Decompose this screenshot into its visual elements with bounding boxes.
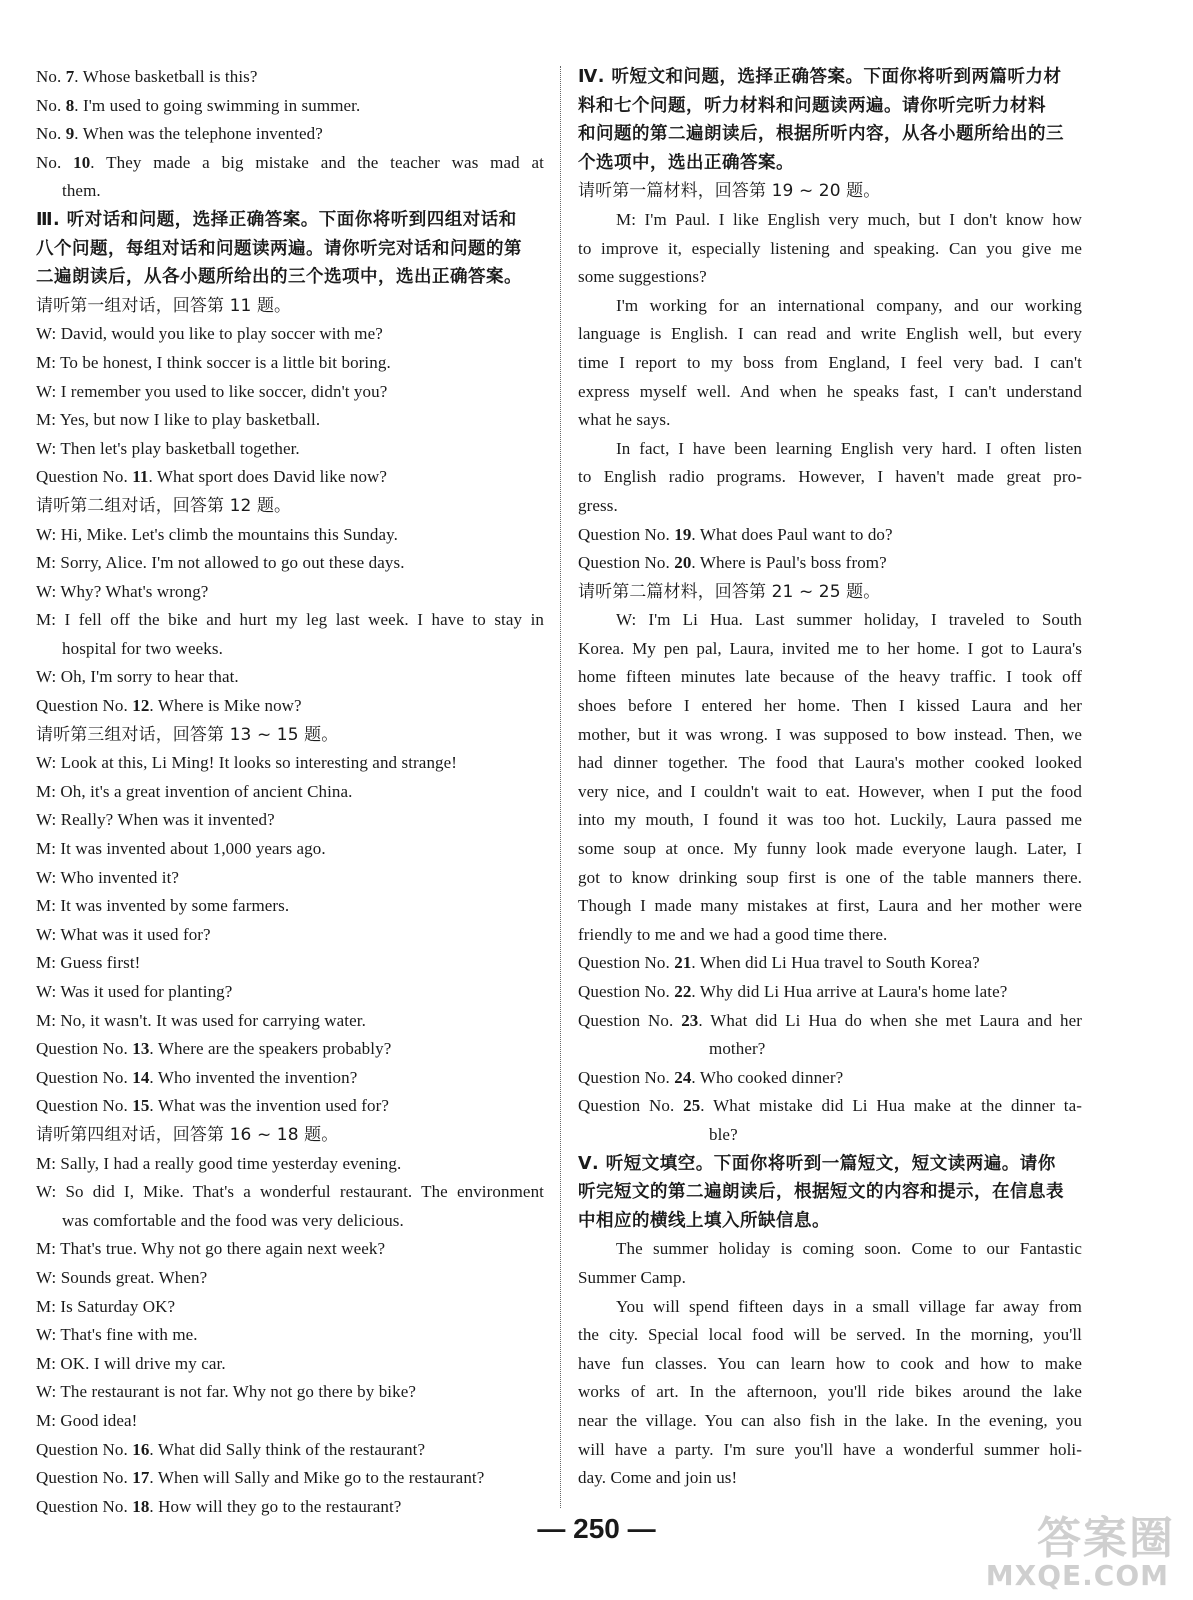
instruction-text: 八个问题，每组对话和问题读两遍。请你听完对话和问题的第 <box>36 238 522 259</box>
question-prefix: No. <box>36 124 66 144</box>
text-line <box>578 378 1082 407</box>
transcript-text: W: Hi, Mike. Let's climb the mountains this Sunday. <box>36 524 398 544</box>
transcript-text: M: Yes, but now I like to play basketball. <box>36 410 321 430</box>
transcript-text: Though I made many mistakes at first, Laura and her mother were <box>578 896 1082 916</box>
text-line <box>578 749 1082 778</box>
instruction-text: 请听第一组对话，回答第 11 题。 <box>36 295 292 316</box>
question-number: 16 <box>132 1439 150 1459</box>
transcript-text: W: I'm Li Hua. Last summer holiday, I traveled to South <box>616 610 1082 630</box>
transcript-text: M: I'm Paul. I like English very much, but I don't know how <box>616 209 1082 229</box>
text-line <box>578 606 1082 635</box>
transcript-text: M: It was invented about 1,000 years ago. <box>36 839 326 859</box>
text-line <box>36 1064 544 1093</box>
text-line <box>578 721 1082 750</box>
question-text: . What does Paul want to do? <box>691 524 893 544</box>
text-line <box>36 292 544 321</box>
instruction-text: Ⅳ. 听短文和问题，选择正确答案。下面你将听到两篇听力材 <box>578 67 1062 87</box>
question-text: . Who invented the invention? <box>149 1067 358 1087</box>
question-number: 19 <box>674 524 692 544</box>
text-line <box>578 435 1082 464</box>
question-text: . When was the telephone invented? <box>74 124 323 144</box>
text-line <box>578 292 1082 321</box>
question-text: . What did Sally think of the restaurant? <box>149 1439 426 1459</box>
transcript-text: W: Why? What's wrong? <box>36 581 209 601</box>
instruction-text: 个选项中，选出正确答案。 <box>578 152 794 173</box>
text-line <box>36 492 544 521</box>
text-line <box>36 778 544 807</box>
question-number: 15 <box>132 1096 150 1116</box>
text-line <box>578 1350 1082 1379</box>
transcript-text: hospital for two weeks. <box>62 638 223 658</box>
instruction-text: 请听第一篇材料，回答第 19 ~ 20 题。 <box>578 181 881 202</box>
transcript-text: M: Sorry, Alice. I'm not allowed to go out these days. <box>36 553 405 573</box>
text-line <box>36 1178 544 1207</box>
text-line <box>578 177 1082 206</box>
transcript-text: M: It was invented by some farmers. <box>36 896 290 916</box>
watermark-text-bottom: MXQE.COM <box>985 1559 1169 1592</box>
text-line <box>578 1178 1082 1207</box>
transcript-text: works of art. In the afternoon, you'll ride bikes around the lake <box>578 1382 1082 1402</box>
transcript-text: W: Who invented it? <box>36 867 180 887</box>
text-line <box>36 1092 544 1121</box>
text-line <box>36 149 544 178</box>
question-number: 8 <box>65 95 75 115</box>
text-line <box>36 406 544 435</box>
question-text: . What was the invention used for? <box>149 1096 390 1116</box>
question-number: 9 <box>65 124 75 144</box>
text-line <box>36 806 544 835</box>
transcript-text: M: I fell off the bike and hurt my leg last week. I have to stay in <box>36 610 544 630</box>
question-prefix: Question No. <box>36 1067 133 1087</box>
transcript-text: day. Come and join us! <box>578 1468 738 1488</box>
text-line <box>578 492 1082 521</box>
text-line <box>578 320 1082 349</box>
text-line <box>578 63 1082 92</box>
question-number: 25 <box>683 1096 701 1116</box>
left-column <box>36 63 544 1521</box>
transcript-text: In fact, I have been learning English very hard. I often listen <box>616 438 1082 458</box>
question-prefix: Question No. <box>36 1468 133 1488</box>
transcript-text: You will spend fifteen days in a small village far away from <box>616 1296 1082 1316</box>
question-prefix: Question No. <box>36 1039 133 1059</box>
text-line <box>36 892 544 921</box>
text-line <box>578 578 1082 607</box>
text-line <box>578 463 1082 492</box>
question-prefix: Question No. <box>578 953 675 973</box>
text-line <box>36 606 544 635</box>
text-line <box>36 1321 544 1350</box>
text-line <box>36 1436 544 1465</box>
text-line <box>578 692 1082 721</box>
instruction-text: 请听第二组对话，回答第 12 题。 <box>36 495 292 516</box>
text-line <box>578 263 1082 292</box>
question-number: 21 <box>674 953 692 973</box>
transcript-text: time I report to my boss from England, I feel very bad. I can't <box>578 352 1082 372</box>
question-number: 23 <box>681 1010 699 1030</box>
text-line <box>578 864 1082 893</box>
transcript-text: near the village. You can also fish in the lake. In the evening, you <box>578 1410 1082 1430</box>
transcript-text: friendly to me and we had a good time there. <box>578 924 888 944</box>
transcript-text: the city. Special local food will be served. In the morning, you'll <box>578 1325 1082 1345</box>
text-line <box>578 406 1082 435</box>
instruction-text: 请听第三组对话，回答第 13 ~ 15 题。 <box>36 724 339 745</box>
text-line <box>578 120 1082 149</box>
question-prefix: Question No. <box>578 1096 684 1116</box>
text-line <box>578 1121 1082 1150</box>
transcript-text: have fun classes. You can learn how to cook and how to make <box>578 1353 1082 1373</box>
transcript-text: gress. <box>578 495 618 515</box>
instruction-text: 二遍朗读后，从各小题所给出的三个选项中，选出正确答案。 <box>36 267 522 288</box>
transcript-text: some soup at once. My funny look made everyone laugh. Later, I <box>578 839 1082 859</box>
text-line <box>36 235 544 264</box>
watermark-logo <box>985 1502 1175 1592</box>
transcript-text: W: I remember you used to like soccer, didn't you? <box>36 381 388 401</box>
question-number: 20 <box>674 553 692 573</box>
watermark-text-top: 答案圈 <box>1037 1513 1175 1564</box>
transcript-text: got to know drinking soup first is one of the table manners there. <box>578 867 1082 887</box>
text-line <box>36 320 544 349</box>
transcript-text: M: Sally, I had a really good time yesterday evening. <box>36 1153 402 1173</box>
text-line <box>36 1464 544 1493</box>
question-prefix: No. <box>36 95 66 115</box>
question-number: 10 <box>73 152 91 172</box>
transcript-text: was comfortable and the food was very delicious. <box>62 1210 404 1230</box>
instruction-text: 料和七个问题，听力材料和问题读两遍。请你听完听力材料 <box>578 95 1046 116</box>
text-line <box>36 206 544 235</box>
question-prefix: Question No. <box>578 982 675 1001</box>
text-line <box>578 663 1082 692</box>
question-text: . What did Li Hua do when she met Laura and her <box>698 1010 1082 1030</box>
text-line <box>36 349 544 378</box>
text-line <box>36 1150 544 1179</box>
transcript-text: W: David, would you like to play soccer with me? <box>36 324 383 344</box>
transcript-text: had dinner together. The food that Laura's mother cooked looked <box>578 753 1082 773</box>
question-text: . I'm used to going swimming in summer. <box>74 95 361 115</box>
text-line <box>578 778 1082 807</box>
transcript-text: W: The restaurant is not far. Why not go there by bike? <box>36 1382 417 1402</box>
text-line <box>36 835 544 864</box>
question-prefix: Question No. <box>36 1496 133 1516</box>
right-column <box>578 63 1082 1493</box>
question-number: 17 <box>132 1468 150 1488</box>
transcript-text: mother? <box>709 1039 766 1059</box>
text-line <box>578 349 1082 378</box>
text-line <box>578 235 1082 264</box>
text-line <box>36 864 544 893</box>
text-line <box>578 1378 1082 1407</box>
transcript-text: language is English. I can read and write English well, but every <box>578 324 1082 344</box>
question-prefix: Question No. <box>578 1067 675 1087</box>
text-line <box>36 1378 544 1407</box>
transcript-text: W: Sounds great. When? <box>36 1267 208 1287</box>
question-number: 24 <box>674 1067 692 1087</box>
question-text: . They made a big mistake and the teacher was mad at <box>90 152 544 172</box>
text-line <box>578 92 1082 121</box>
transcript-text: M: Good idea! <box>36 1410 138 1430</box>
text-line <box>36 378 544 407</box>
text-line <box>36 463 544 492</box>
transcript-text: ble? <box>709 1124 738 1144</box>
transcript-text: to improve it, especially listening and speaking. Can you give me <box>578 238 1082 258</box>
text-line <box>36 1264 544 1293</box>
transcript-text: M: Is Saturday OK? <box>36 1296 176 1316</box>
text-line <box>578 835 1082 864</box>
text-line <box>578 1150 1082 1179</box>
text-line <box>578 1293 1082 1322</box>
text-line <box>578 521 1082 550</box>
text-line <box>36 1121 544 1150</box>
text-line <box>36 1407 544 1436</box>
transcript-text: W: Look at this, Li Ming! It looks so interesting and strange! <box>36 753 458 773</box>
transcript-text: shoes before I entered her home. Then I kissed Laura and her <box>578 696 1082 716</box>
transcript-text: Korea. My pen pal, Laura, invited me to her home. I got to Laura's <box>578 638 1082 658</box>
transcript-text: W: That's fine with me. <box>36 1325 198 1345</box>
instruction-text: 中相应的横线上填入所缺信息。 <box>578 1210 830 1231</box>
question-number: 12 <box>132 696 150 716</box>
text-line <box>36 663 544 692</box>
transcript-text: M: That's true. Why not go there again next week? <box>36 1239 386 1259</box>
text-line <box>578 549 1082 578</box>
question-prefix: Question No. <box>578 553 675 573</box>
instruction-text: 请听第四组对话，回答第 16 ~ 18 题。 <box>36 1124 339 1145</box>
text-line <box>36 1207 544 1236</box>
transcript-text: M: No, it wasn't. It was used for carrying water. <box>36 1010 366 1030</box>
transcript-text: them. <box>62 181 101 201</box>
transcript-text: W: Really? When was it invented? <box>36 810 275 830</box>
transcript-text: into my mouth, I found it was too hot. Luckily, Laura passed me <box>578 810 1082 830</box>
transcript-text: W: What was it used for? <box>36 924 211 944</box>
instruction-text: 请听第二篇材料，回答第 21 ~ 25 题。 <box>578 581 881 602</box>
question-prefix: No. <box>36 152 74 172</box>
text-line <box>578 921 1082 950</box>
question-text: . Where is Mike now? <box>149 696 302 716</box>
text-line <box>578 1092 1082 1121</box>
question-number: 7 <box>65 67 75 86</box>
text-line <box>578 206 1082 235</box>
question-number: 18 <box>132 1496 150 1516</box>
transcript-text: M: Oh, it's a great invention of ancient China. <box>36 781 353 801</box>
transcript-text: some suggestions? <box>578 267 707 287</box>
question-text: . Why did Li Hua arrive at Laura's home late? <box>691 982 1008 1001</box>
question-text: . Where are the speakers probably? <box>149 1039 392 1059</box>
transcript-text: W: Oh, I'm sorry to hear that. <box>36 667 239 687</box>
text-line <box>36 120 544 149</box>
question-text: . How will they go to the restaurant? <box>149 1496 402 1516</box>
text-line <box>578 1235 1082 1264</box>
text-line <box>36 578 544 607</box>
text-line <box>578 1035 1082 1064</box>
question-prefix: Question No. <box>36 1096 133 1116</box>
transcript-text: The summer holiday is coming soon. Come to our Fantastic <box>616 1239 1082 1259</box>
question-number: 22 <box>674 982 692 1001</box>
transcript-text: I'm working for an international company, and our working <box>616 295 1082 315</box>
text-line <box>578 1407 1082 1436</box>
transcript-text: W: So did I, Mike. That's a wonderful restaurant. The environment <box>36 1182 544 1202</box>
question-number: 13 <box>132 1039 150 1059</box>
transcript-text: will have a party. I'm sure you'll have a wonderful summer holi- <box>578 1439 1082 1459</box>
text-line <box>36 749 544 778</box>
transcript-text: to English radio programs. However, I haven't made great pro- <box>578 467 1082 487</box>
text-line <box>578 892 1082 921</box>
text-line <box>578 978 1082 1007</box>
text-line <box>578 149 1082 178</box>
text-line <box>578 806 1082 835</box>
transcript-text: W: Was it used for planting? <box>36 982 233 1001</box>
question-prefix: Question No. <box>36 696 133 716</box>
instruction-text: 和问题的第二遍朗读后，根据所听内容，从各小题所给出的三 <box>578 124 1064 145</box>
text-line <box>36 1293 544 1322</box>
text-line <box>36 177 544 206</box>
column-divider <box>560 66 561 1508</box>
transcript-text: M: Guess first! <box>36 953 141 973</box>
instruction-text: Ⅴ. 听短文填空。下面你将听到一篇短文，短文读两遍。请你 <box>578 1153 1056 1174</box>
question-number: 14 <box>132 1067 150 1087</box>
text-line <box>36 921 544 950</box>
text-line <box>578 1464 1082 1493</box>
question-prefix: Question No. <box>578 1010 682 1030</box>
text-line <box>36 549 544 578</box>
text-line <box>36 949 544 978</box>
question-number: 11 <box>132 467 149 487</box>
question-text: . What mistake did Li Hua make at the dinner ta- <box>700 1096 1082 1116</box>
text-line <box>36 92 544 121</box>
transcript-text: M: To be honest, I think soccer is a little bit boring. <box>36 352 391 372</box>
transcript-text: very nice, and I couldn't wait to eat. However, when I put the food <box>578 781 1082 801</box>
text-line <box>578 1436 1082 1465</box>
transcript-text: Summer Camp. <box>578 1267 686 1287</box>
transcript-text: what he says. <box>578 410 671 430</box>
text-line <box>36 635 544 664</box>
question-prefix: Question No. <box>36 467 133 487</box>
text-line <box>36 721 544 750</box>
question-text: . What sport does David like now? <box>148 467 388 487</box>
question-text: . Whose basketball is this? <box>74 67 258 86</box>
text-line <box>578 635 1082 664</box>
text-line <box>578 1207 1082 1236</box>
text-line <box>578 1064 1082 1093</box>
question-text: . Who cooked dinner? <box>691 1067 844 1087</box>
text-line <box>36 63 544 92</box>
transcript-text: express myself well. And when he speaks fast, I can't understand <box>578 381 1082 401</box>
text-line <box>36 1035 544 1064</box>
text-line <box>36 435 544 464</box>
transcript-text: M: OK. I will drive my car. <box>36 1353 226 1373</box>
text-line <box>36 521 544 550</box>
text-line <box>36 1235 544 1264</box>
text-line <box>36 978 544 1007</box>
instruction-text: 听完短文的第二遍朗读后，根据短文的内容和提示，在信息表 <box>578 1182 1064 1203</box>
text-line <box>578 1321 1082 1350</box>
transcript-text: W: Then let's play basketball together. <box>36 438 300 458</box>
text-line <box>578 949 1082 978</box>
text-line <box>36 692 544 721</box>
question-prefix: Question No. <box>578 524 675 544</box>
text-line <box>578 1264 1082 1293</box>
text-line <box>36 263 544 292</box>
question-prefix: Question No. <box>36 1439 133 1459</box>
question-text: . When did Li Hua travel to South Korea? <box>691 953 980 973</box>
instruction-text: Ⅲ. 听对话和问题，选择正确答案。下面你将听到四组对话和 <box>36 209 517 230</box>
question-prefix: No. <box>36 67 66 86</box>
question-text: . When will Sally and Mike go to the restaurant? <box>149 1468 485 1488</box>
text-line <box>578 1007 1082 1036</box>
text-line <box>36 1007 544 1036</box>
question-text: . Where is Paul's boss from? <box>691 553 887 573</box>
transcript-text: home fifteen minutes late because of the heavy traffic. I took off <box>578 667 1082 687</box>
page-number: — 250 — <box>537 1513 656 1544</box>
text-line <box>36 1350 544 1379</box>
transcript-text: mother, but it was wrong. I was supposed to bow instead. Then, we <box>578 724 1082 744</box>
